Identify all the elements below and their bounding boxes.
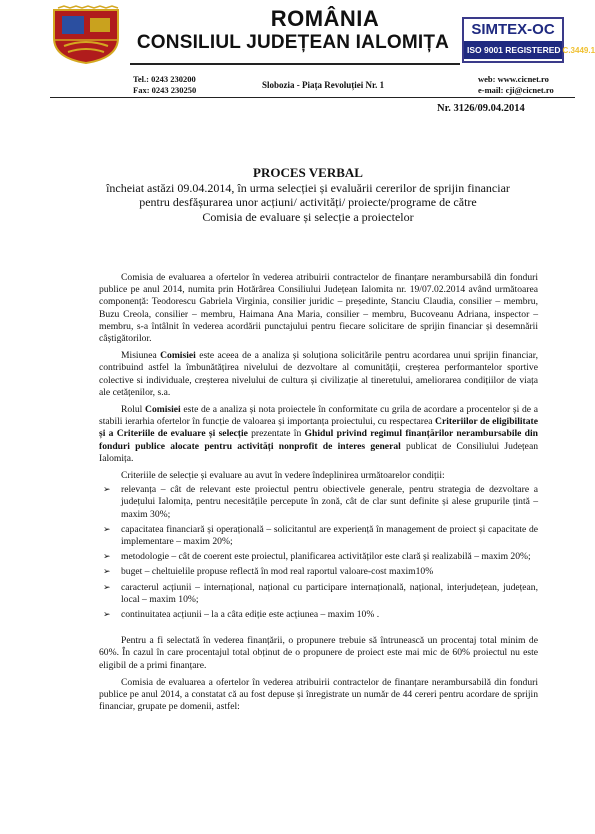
contact-phones <box>133 74 196 96</box>
text-run: este de a analiza și nota proiectele în conformitate cu grila de acordare a procentelor și de a stabili ierarhia ofertelor în funcție de valoarea și importanța proiectului, cu respectarea <box>99 404 538 428</box>
text-run: este aceea de a analiza și soluționa solicitările pentru acordarea unui sprijin financiar, contribuind astfel la îmbunătățirea nivelului de dezvoltare al comunității, creșterea performantelor sportive colective si individuale, creșterea nivelului de cultura și civilizație al tineretului, ameliorarea condițiilor de viața ale cetățenilor, s.a. <box>99 350 538 398</box>
text-run: Misiunea <box>121 350 161 362</box>
title-line-3: Comisia de evaluare și selecție a proiectelor <box>202 209 414 224</box>
header-country: ROMÂNIA <box>270 6 380 31</box>
title-line-2: pentru desfășurarea unor acțiuni/ activități/ proiecte/programe de către <box>139 195 477 209</box>
paragraph-criteria-intro: Criteriile de selecție și evaluare au avut în vedere îndeplinirea următoarelor condiții: <box>121 470 445 482</box>
paragraph-role <box>99 404 538 465</box>
bold-text-run: Criteriilor de eligibilitate și a Criteriile de evaluare și selecție <box>99 416 538 440</box>
paragraph-eligibility: Pentru a fi selectată în vederea finanțării, o propunere trebuie să întrunească un procentaj total minim de 60%. În cazul în care procentajul total obținut de o propunere de proiect este mai mic de 60% proiectul nu este eligibil de a primi finanțare. <box>99 635 538 671</box>
title-line-1: încheiat astăzi 09.04.2014, în urma selecției și evaluării cererilor de sprijin financiar <box>106 180 510 195</box>
header-divider <box>130 63 460 65</box>
bold-text-run: Ghidul privind regimul finanțărilor nerambursabile din fonduri publice alocate pentru activități nonprofit de interes general <box>99 428 539 452</box>
criteria-list <box>99 484 538 621</box>
criteria-item: ➢ relevanța – cât de relevant este proiectul pentru obiectivele generale, pentru strategia de dezvoltare a județului Ialomița, pentru necesitățile percepute în zonă, cât de clar sunt definite și alese grupurile țintă – maxim 30%; <box>99 484 538 521</box>
simtex-iso-badge <box>464 41 595 59</box>
paragraph-commission: Comisia de evaluarea a ofertelor în vederea atribuirii contractelor de finanțare nerambursabilă din fonduri publice pe anul 2014, numita prin Hotărârea Consiliului Județean Ialomita nr. 19/07.02.2014 având următoarea componență: Teodorescu Gabriela Virginia, consilier juridic – președinte, Stanciu Claudia, consilier – membru, Buzu Creola, consilier – membru, Haimana Ana Maria, consilier – membru, Bucoveanu Adriana, inspector – membru, s-a întâlnit în vederea acordării punctajului pentru fiecare solicitare de sprijin financiar și desemnării câștigătorilor. <box>99 272 538 345</box>
county-coat-of-arms-icon <box>50 6 122 64</box>
simtex-iso-text: ISO 9001 REGISTERED <box>467 45 561 55</box>
document-title-block <box>78 166 538 224</box>
document-number: Nr. 3126/09.04.2014 <box>437 103 525 114</box>
text-run: Rolul <box>121 404 146 416</box>
simtex-logo-name: SIMTEX-OC <box>471 21 555 38</box>
paragraph-mission <box>99 350 538 399</box>
criteria-item: ➢ caracterul acțiunii – internațional, național cu participare internațională, național, interjudețean, județean, local – maxim 10%; <box>99 582 538 606</box>
postal-address: Slobozia - Piața Revoluției Nr. 1 <box>262 80 385 90</box>
criteria-item: ➢ metodologie – cât de coerent este proiectul, planificarea activităților este clară și realizabilă – maxim 20%; <box>99 551 538 563</box>
bold-text-run: Comisiei <box>160 350 196 362</box>
email-address: e-mail: cji@cicnet.ro <box>478 85 554 95</box>
header-institution: CONSILIUL JUDEȚEAN IALOMIȚA <box>136 32 450 53</box>
paragraph-applications-count: Comisia de evaluarea a ofertelor în vederea atribuirii contractelor de finanțare nerambursabilă din fonduri publice pe anul 2014, a constatat că au fost depuse și înregistrate un număr de 44 cereri pentru acordare de sprijin financiar, grupate pe domenii, astfel: <box>99 676 538 713</box>
document-body <box>99 272 538 719</box>
text-run: publicat de Consiliului Județean Ialomița. <box>99 440 538 464</box>
simtex-certification-logo <box>462 17 595 63</box>
document-heading: PROCES VERBAL <box>253 165 363 180</box>
text-run: prezentate în <box>247 428 305 440</box>
letterhead-bottom-divider <box>50 97 575 98</box>
criteria-item: ➢ capacitatea financiară și operațională – solicitantul are experiență în management de proiect și capacitate de implementare – maxim 20%; <box>99 524 538 548</box>
simtex-cert-number: C.3449.1 <box>562 46 595 55</box>
web-address: web: www.cicnet.ro <box>478 74 549 84</box>
criteria-item: ➢ continuitatea acțiunii – la a câta ediție este acțiunea – maxim 10% . <box>99 609 538 621</box>
contact-web <box>478 74 554 96</box>
fax-number: Fax: 0243 230250 <box>133 85 197 95</box>
bold-text-run: Comisiei <box>145 404 181 416</box>
phone-number: Tel.: 0243 230200 <box>133 74 196 84</box>
criteria-item: ➢ buget – cheltuielile propuse reflectă în mod real raportul valoare-cost maxim10% <box>99 566 538 578</box>
